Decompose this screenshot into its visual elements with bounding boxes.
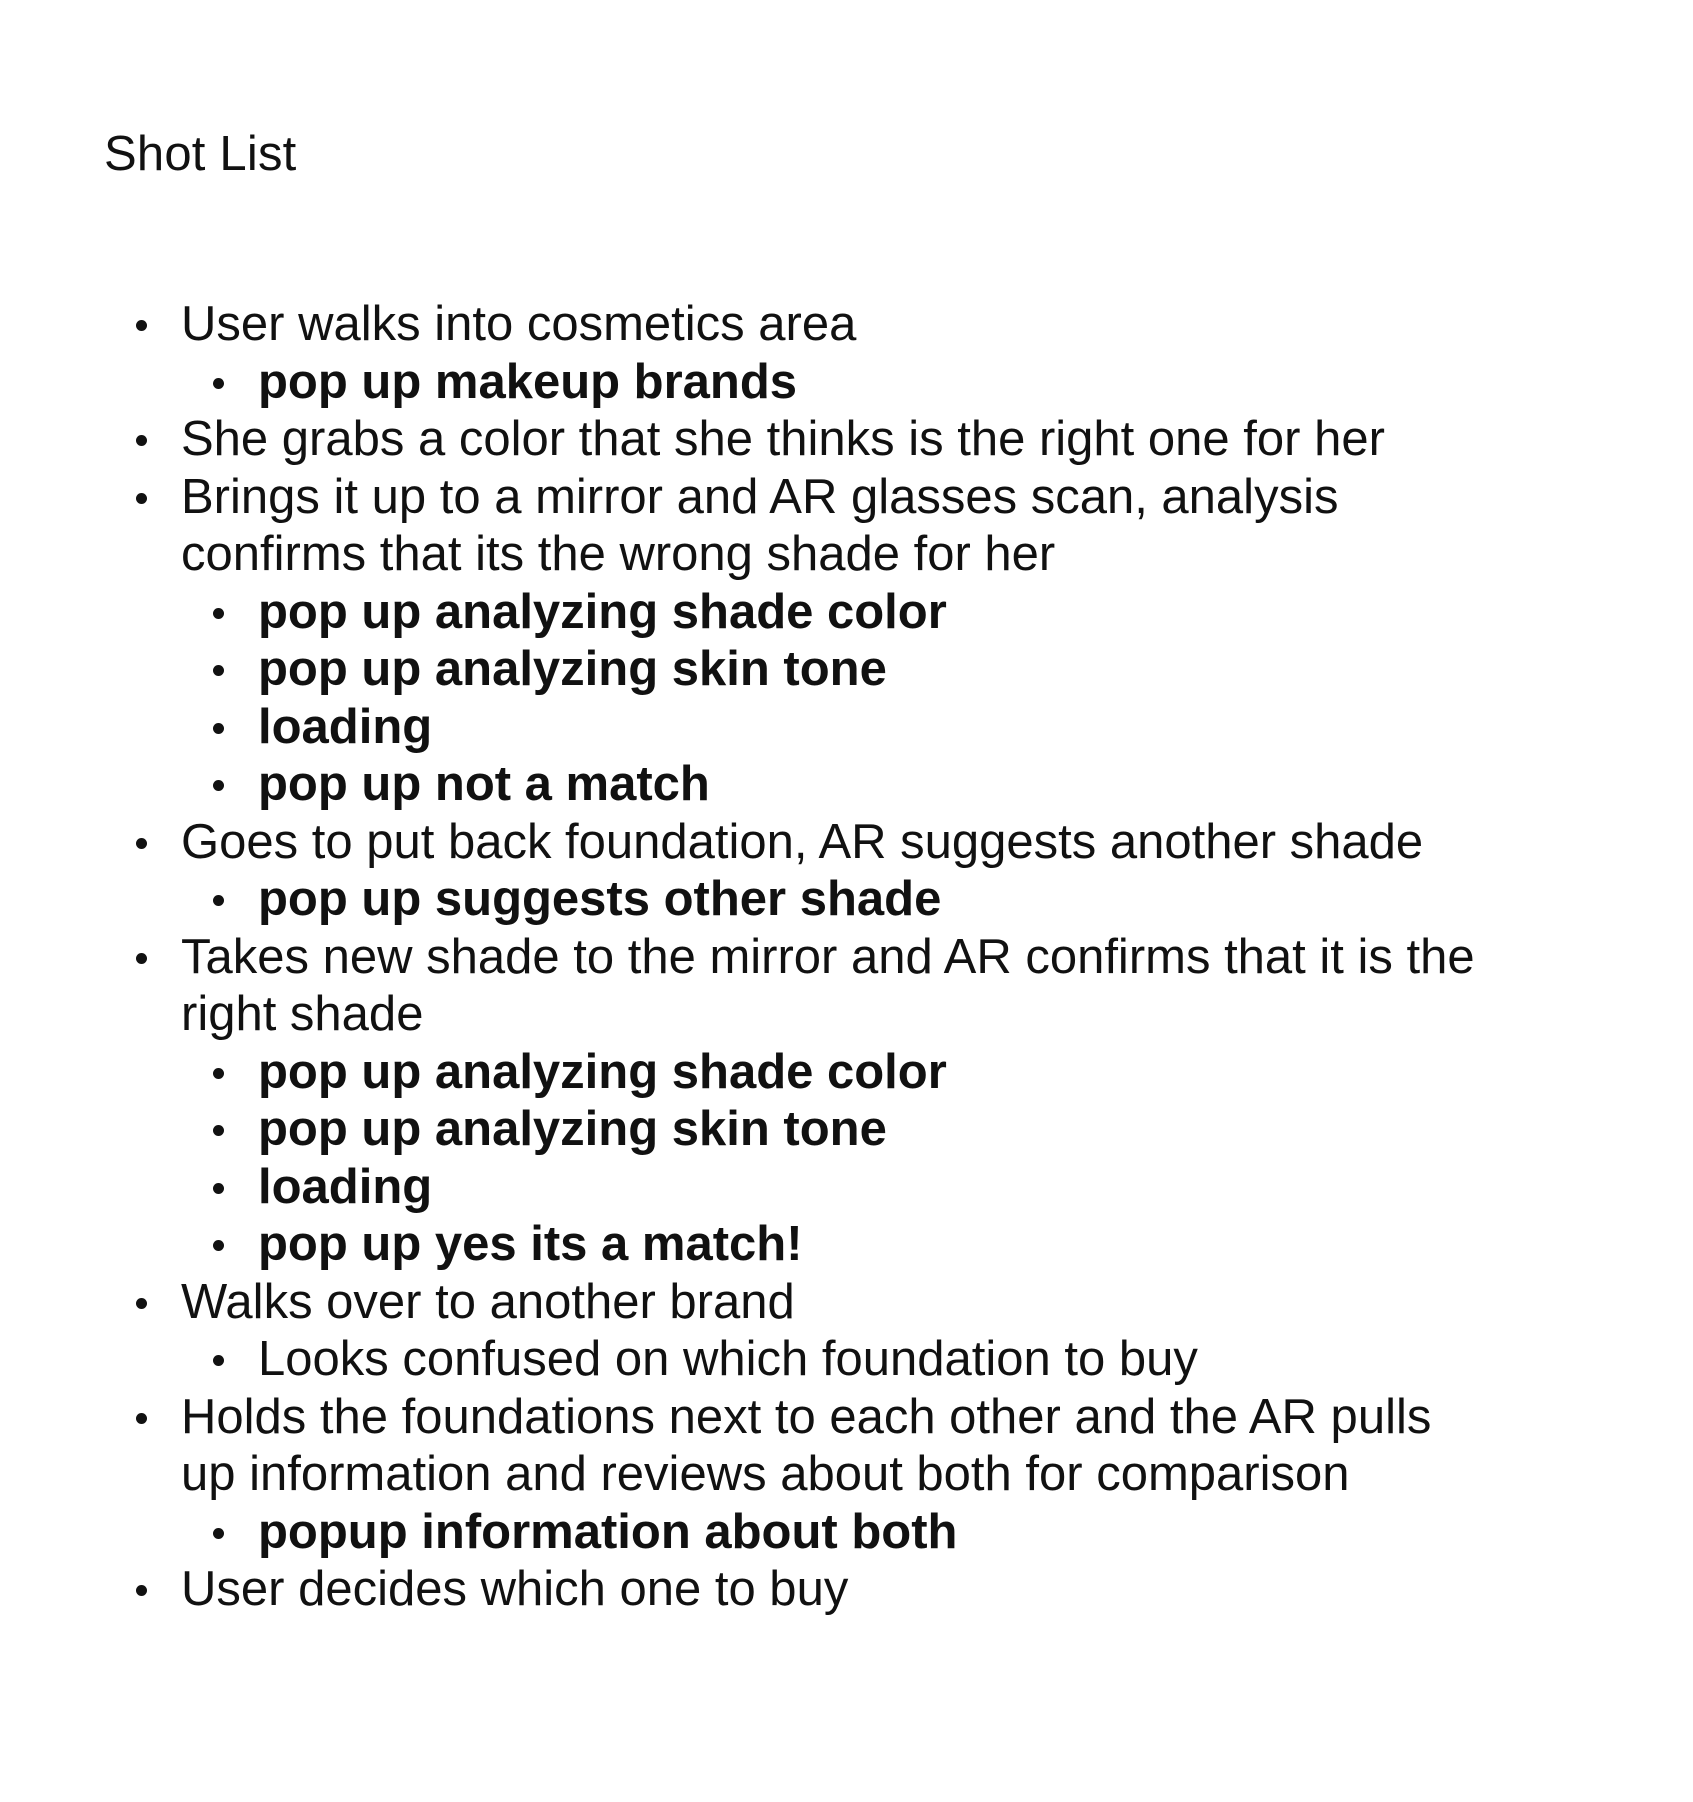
sub-list <box>181 584 1594 814</box>
list-item <box>104 1274 1594 1389</box>
list-item-text: Holds the foundations next to each other and the AR pulls up information and reviews about both for comparison <box>181 1389 1432 1501</box>
list-item-text: Takes new shade to the mirror and AR confirms that it is the right shade <box>181 929 1475 1041</box>
list-item <box>104 296 1594 411</box>
sub-list <box>181 1504 1594 1562</box>
list-item-text: User walks into cosmetics area <box>181 297 857 351</box>
list-item <box>104 469 1594 814</box>
sub-list <box>181 871 1594 929</box>
sub-list <box>181 1044 1594 1274</box>
list-item <box>104 411 1594 469</box>
sub-list-item: loading <box>181 699 1594 757</box>
sub-list-item: pop up analyzing shade color <box>181 1044 1594 1102</box>
list-item-text: Brings it up to a mirror and AR glasses scan, analysis confirms that its the wrong shade for her <box>181 469 1339 581</box>
sub-list-item: pop up analyzing skin tone <box>181 641 1594 699</box>
sub-list-item: pop up makeup brands <box>181 354 1594 412</box>
list-item <box>104 1561 1594 1619</box>
list-item <box>104 1389 1594 1562</box>
sub-list-item: pop up analyzing skin tone <box>181 1101 1594 1159</box>
sub-list <box>181 354 1594 412</box>
list-item-text: She grabs a color that she thinks is the right one for her <box>181 412 1385 466</box>
list-item-text: Walks over to another brand <box>181 1274 795 1329</box>
list-item-text: Goes to put back foundation, AR suggests another shade <box>181 814 1424 869</box>
sub-list <box>181 1331 1594 1389</box>
sub-list-item: pop up suggests other shade <box>181 871 1594 929</box>
document-title: Shot List <box>104 127 297 181</box>
sub-list-item: pop up not a match <box>181 756 1594 814</box>
sub-list-item: pop up analyzing shade color <box>181 584 1594 642</box>
sub-list-item: pop up yes its a match! <box>181 1216 1594 1274</box>
shot-list <box>104 296 1594 1619</box>
sub-list-item: Looks confused on which foundation to buy <box>181 1331 1594 1389</box>
sub-list-item: loading <box>181 1159 1594 1217</box>
list-item-text: User decides which one to buy <box>181 1562 849 1616</box>
list-item <box>104 814 1594 929</box>
sub-list-item: popup information about both <box>181 1504 1594 1562</box>
list-item <box>104 929 1594 1274</box>
